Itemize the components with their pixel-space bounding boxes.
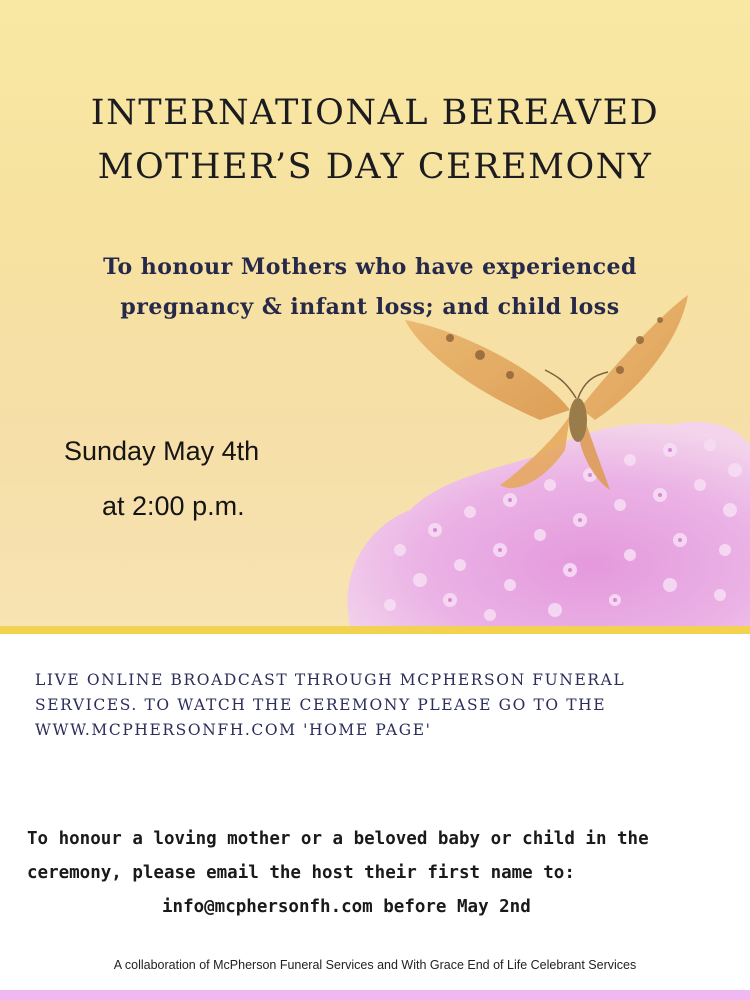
honour-line-2: ceremony, please email the host their first name to: bbox=[27, 863, 575, 883]
page-title bbox=[0, 86, 750, 194]
honour-instructions bbox=[27, 822, 727, 924]
honour-line-1: To honour a loving mother or a beloved baby or child in the bbox=[27, 829, 649, 849]
gold-divider bbox=[0, 626, 750, 634]
title-line-2: MOTHER’S DAY CEREMONY bbox=[97, 147, 653, 187]
collaboration-credit: A collaboration of McPherson Funeral Services and With Grace End of Life Celebrant Services bbox=[113, 958, 637, 972]
pink-divider bbox=[0, 990, 750, 1000]
purpose-line-1: To honour Mothers who have experienced bbox=[103, 254, 637, 280]
broadcast-line-3: WWW.MCPHERSONFH.COM 'HOME PAGE' bbox=[35, 721, 432, 739]
broadcast-notice bbox=[35, 668, 735, 743]
event-date: Sunday May 4th bbox=[64, 436, 260, 466]
honour-email-line: info@mcphersonfh.com before May 2nd bbox=[162, 897, 531, 917]
broadcast-line-2: SERVICES. TO WATCH THE CEREMONY PLEASE GO TO THE bbox=[35, 696, 607, 714]
event-datetime bbox=[64, 424, 259, 534]
butterfly-flower-image bbox=[340, 280, 750, 626]
title-line-1: INTERNATIONAL BEREAVED bbox=[90, 93, 660, 133]
broadcast-line-1: LIVE ONLINE BROADCAST THROUGH MCPHERSON FUNERAL bbox=[35, 671, 626, 689]
event-time: at 2:00 p.m. bbox=[102, 491, 245, 521]
purpose-line-2: pregnancy & infant loss; and child loss bbox=[120, 294, 620, 320]
event-purpose bbox=[60, 247, 680, 327]
